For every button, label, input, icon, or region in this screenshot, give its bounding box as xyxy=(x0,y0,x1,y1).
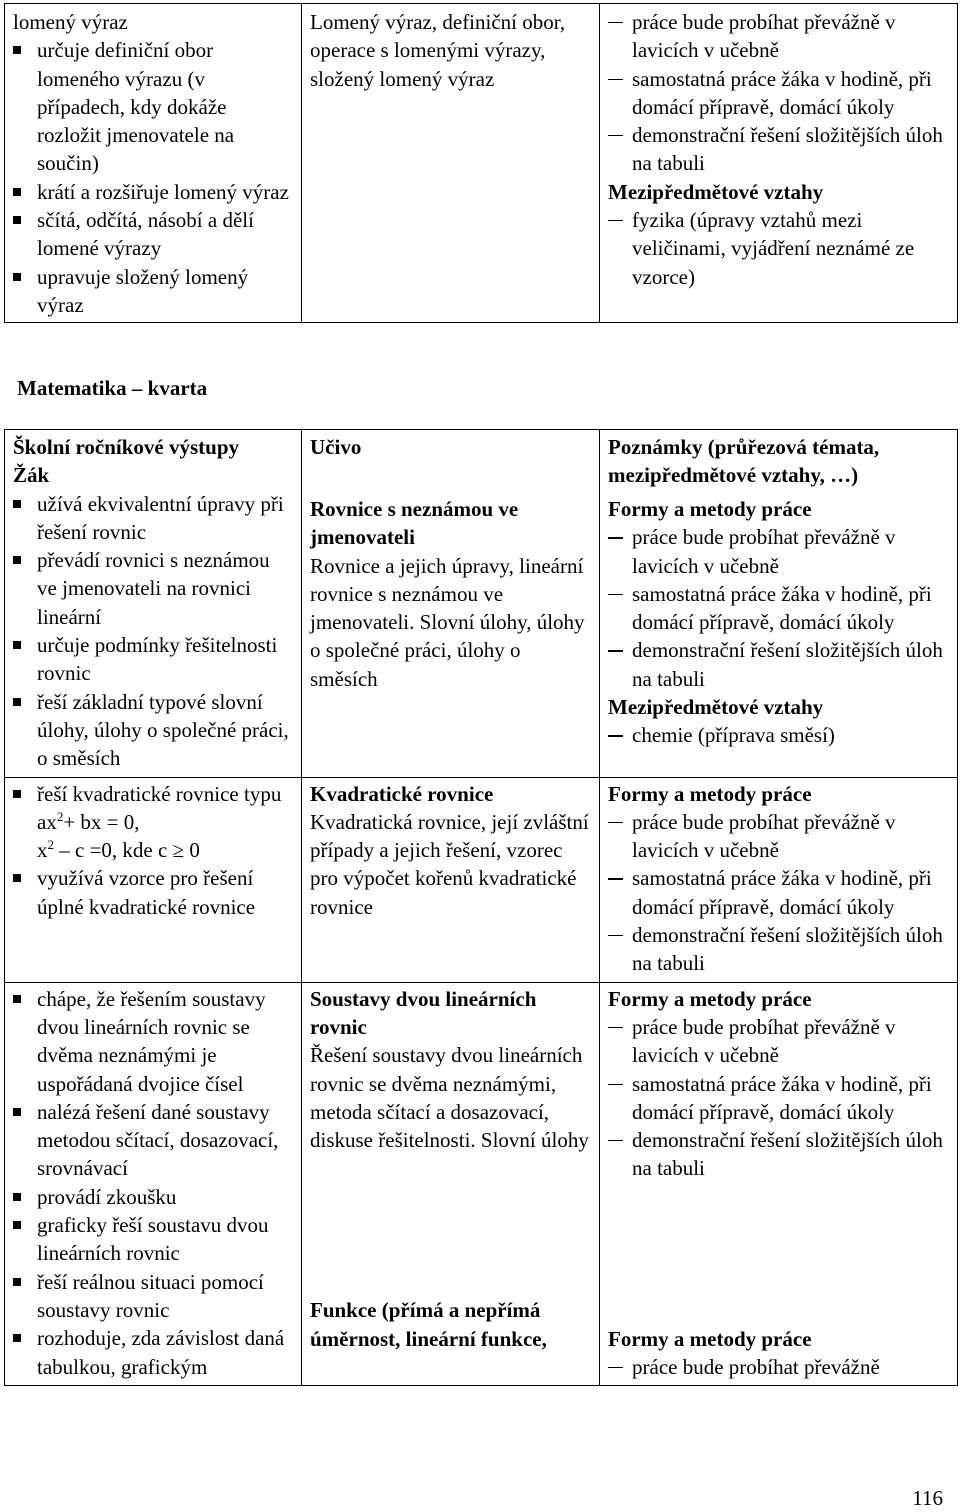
table-row xyxy=(5,982,958,1386)
outcomes-cell xyxy=(5,982,302,1386)
topic-text: Řešení soustavy dvou lineárních rovnic se dvěma neznámými, metoda sčítací a dosazovací, diskuse řešitelnosti. Slovní úlohy xyxy=(310,1043,589,1153)
topic-cell xyxy=(302,982,600,1386)
list-item: krátí a rozšiřuje lomený výraz xyxy=(13,178,293,206)
notes-list xyxy=(608,1353,949,1381)
list-item: práce bude probíhat převážně v lavicích v učebně xyxy=(608,523,949,580)
list-item: provádí zkoušku xyxy=(13,1183,293,1211)
list-item: chápe, že řešením soustavy dvou lineárních rovnic se dvěma neznámými je uspořádaná dvojice čísel xyxy=(13,985,293,1098)
list-item: rozhoduje, zda závislost daná tabulkou, grafickým xyxy=(13,1324,293,1381)
outcome-text: + bx = 0, xyxy=(63,809,140,834)
outcome-list xyxy=(13,490,293,773)
column-header-cell xyxy=(302,430,600,495)
list-item: využívá vzorce pro řešení úplné kvadratické rovnice xyxy=(13,864,293,921)
topic-cell xyxy=(302,4,600,323)
list-item: upravuje složený lomený výraz xyxy=(13,263,293,320)
list-item: řeší základní typové slovní úlohy, úlohy o společné práci, o směsích xyxy=(13,688,293,773)
list-item: samostatná práce žáka v hodině, při domácí přípravě, domácí úkoly xyxy=(608,1070,949,1127)
list-item: určuje definiční obor lomeného výrazu (v případech, kdy dokáže rozložit jmenovatele na součin) xyxy=(13,36,293,177)
outcome-text: řeší kvadratické rovnice typu ax xyxy=(37,781,282,834)
list-item: práce bude probíhat převážně v lavicích v učebně xyxy=(608,808,949,865)
topic-cell xyxy=(302,777,600,982)
column-header: Poznámky (průřezová témata, mezipředmětové vztahy, …) xyxy=(608,435,880,488)
list-item: graficky řeší soustavu dvou lineárních rovnic xyxy=(13,1211,293,1268)
outcome-text: x xyxy=(37,838,48,863)
outcome-list xyxy=(13,780,293,921)
list-item: řeší reálnou situaci pomocí soustavy rovnic xyxy=(13,1268,293,1325)
table-header-row xyxy=(5,430,958,495)
list-item: práce bude probíhat převážně v lavicích v učebně xyxy=(608,1013,949,1070)
table-row xyxy=(5,777,958,982)
list-item: samostatná práce žáka v hodině, při domácí přípravě, domácí úkoly xyxy=(608,65,949,122)
notes-list xyxy=(608,523,949,693)
topic-title: Rovnice s neznámou ve jmenovateli xyxy=(310,496,519,550)
outcome-list xyxy=(13,985,293,1381)
column-header-cell xyxy=(600,430,958,495)
main-curriculum-table xyxy=(4,429,958,1386)
exponent: 2 xyxy=(56,808,64,824)
top-curriculum-table xyxy=(4,3,958,323)
list-item: určuje podmínky řešitelnosti rovnic xyxy=(13,631,293,688)
notes-cell xyxy=(600,495,958,777)
outcomes-cell xyxy=(5,430,302,778)
column-header: Školní ročníkové výstupy xyxy=(13,435,240,459)
notes-cell xyxy=(600,777,958,982)
notes-list xyxy=(608,1013,949,1183)
list-item: demonstrační řešení složitějších úloh na tabuli xyxy=(608,1126,949,1183)
topic-text: Lomený výraz, definiční obor, operace s lomenými výrazy, složený lomený výraz xyxy=(310,10,566,91)
notes-heading: Mezipředmětové vztahy xyxy=(608,179,824,204)
outcome-text: – c =0, kde c ≥ 0 xyxy=(54,838,200,863)
outcome-continued: lomený výraz xyxy=(13,10,128,34)
list-item: demonstrační řešení složitějších úloh na tabuli xyxy=(608,921,949,978)
notes-heading: Mezipředmětové vztahy xyxy=(608,694,824,719)
notes-heading: Formy a metody práce xyxy=(608,781,812,806)
page-number: 116 xyxy=(912,1486,943,1510)
notes-cell xyxy=(600,982,958,1386)
list-item: demonstrační řešení složitějších úloh na tabuli xyxy=(608,121,949,178)
list-item: sčítá, odčítá, násobí a dělí lomené výrazy xyxy=(13,206,293,263)
list-item: převádí rovnici s neznámou ve jmenovateli na rovnici lineární xyxy=(13,546,293,631)
list-item: práce bude probíhat převážně xyxy=(608,1353,949,1381)
outcomes-cell xyxy=(5,4,302,323)
notes-list xyxy=(608,721,949,749)
notes-cell xyxy=(600,4,958,323)
list-item: fyzika (úpravy vztahů mezi veličinami, vyjádření neznámé ze vzorce) xyxy=(608,206,949,291)
notes-list xyxy=(608,206,949,291)
notes-list xyxy=(608,808,949,978)
list-item: chemie (příprava směsí) xyxy=(608,721,949,749)
notes-list xyxy=(608,8,949,178)
list-item: demonstrační řešení složitějších úloh na tabuli xyxy=(608,636,949,693)
section-title: Matematika – kvarta xyxy=(17,376,208,400)
topic-text: Kvadratická rovnice, její zvláštní případy a jejich řešení, vzorec pro výpočet kořenů kvadratické rovnice xyxy=(310,809,589,919)
topic-title: Kvadratické rovnice xyxy=(310,781,494,806)
notes-heading: Formy a metody práce xyxy=(608,986,812,1011)
table-row xyxy=(5,4,958,323)
topic-cell xyxy=(302,495,600,777)
list-item: nalézá řešení dané soustavy metodou sčítací, dosazovací, srovnávací xyxy=(13,1098,293,1183)
column-subheader: Žák xyxy=(13,463,50,488)
exponent: 2 xyxy=(47,837,54,853)
topic-text: Rovnice a jejich úpravy, lineární rovnice s neznámou ve jmenovateli. Slovní úlohy, úlohy o společné práci, úlohy o směsích xyxy=(310,553,585,691)
topic-title: Soustavy dvou lineárních rovnic xyxy=(310,986,537,1039)
notes-heading: Formy a metody práce xyxy=(608,1326,812,1351)
column-header: Učivo xyxy=(310,435,362,459)
outcome-list xyxy=(13,36,293,319)
topic-title: Funkce (přímá a nepřímá úměrnost, lineární funkce, xyxy=(310,1298,547,1351)
notes-heading: Formy a metody práce xyxy=(608,496,812,521)
outcomes-cell xyxy=(5,777,302,982)
list-item: práce bude probíhat převážně v lavicích v učebně xyxy=(608,8,949,65)
list-item: užívá ekvivalentní úpravy při řešení rovnic xyxy=(13,490,293,547)
list-item xyxy=(13,780,293,865)
list-item: samostatná práce žáka v hodině, při domácí přípravě, domácí úkoly xyxy=(608,580,949,637)
list-item: samostatná práce žáka v hodině, při domácí přípravě, domácí úkoly xyxy=(608,864,949,921)
